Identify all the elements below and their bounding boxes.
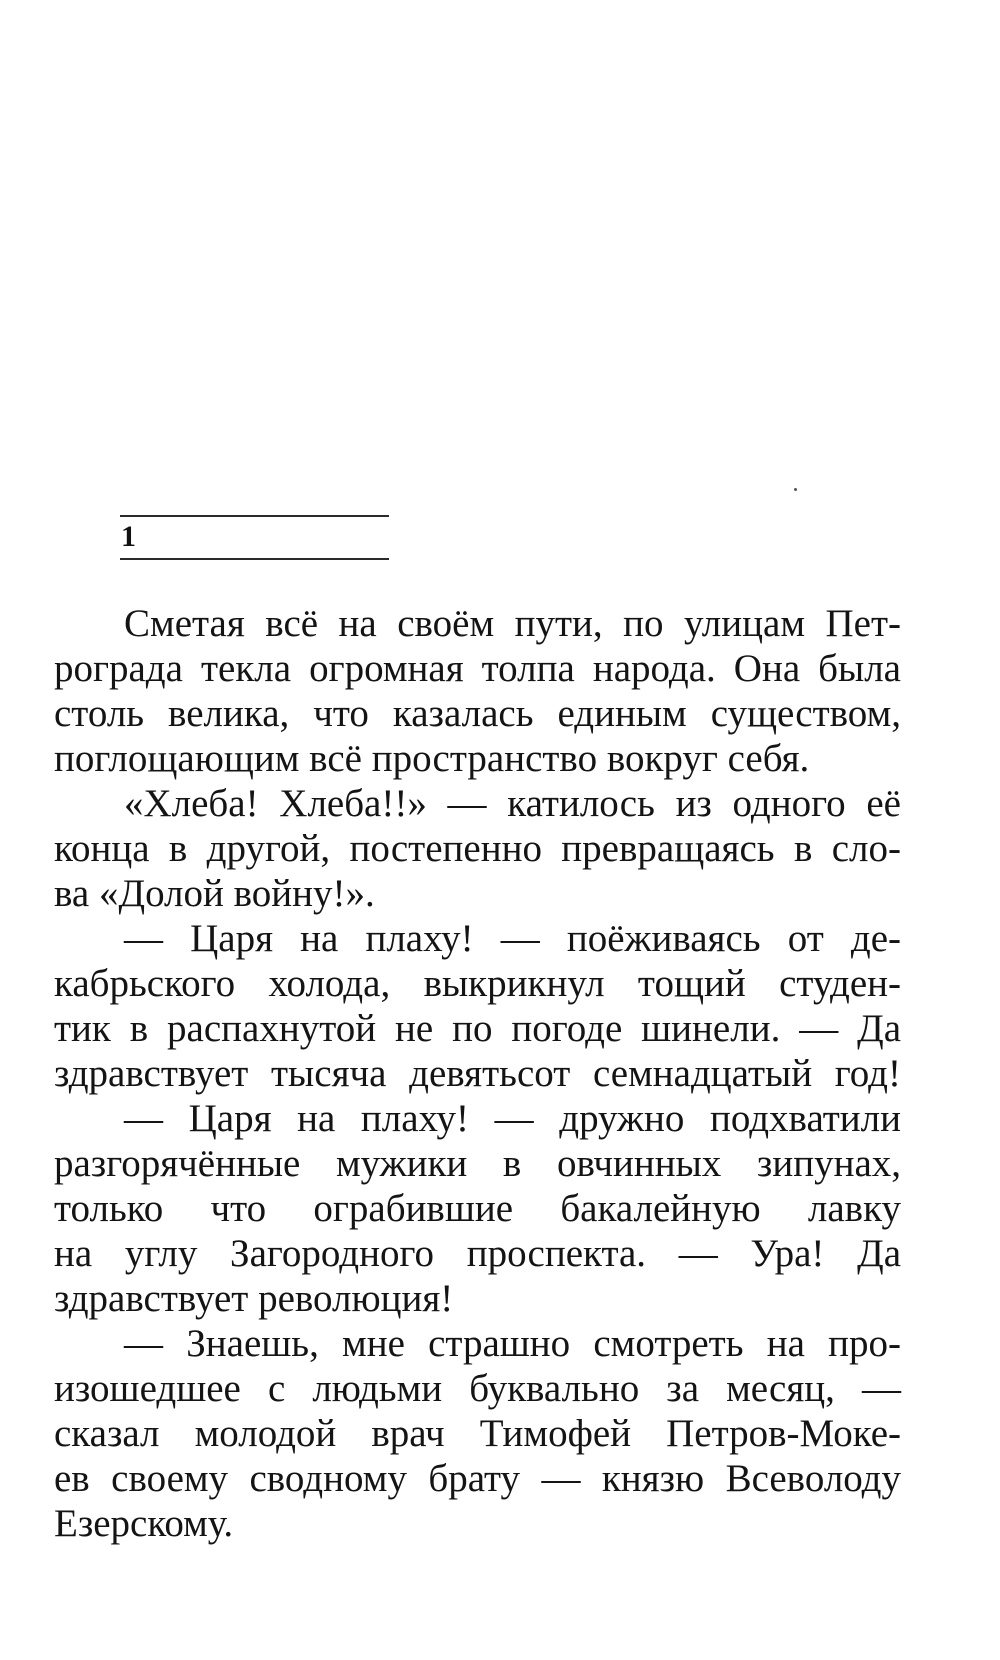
text-line: сказал молодой врач Тимофей Петров-Моке- bbox=[54, 1412, 901, 1455]
text-line: рограда текла огромная толпа народа. Она была bbox=[54, 647, 901, 690]
text-line: ва «Долой войну!». bbox=[54, 872, 375, 915]
chapter-rule-top bbox=[120, 515, 389, 517]
text-line: только что ограбившие бакалейную лавку bbox=[54, 1187, 901, 1230]
text-line: здравствует революция! bbox=[54, 1277, 454, 1320]
text-line: разгорячённые мужики в овчинных зипунах, bbox=[54, 1142, 901, 1185]
text-line: поглощающим всё пространство вокруг себя. bbox=[54, 737, 810, 780]
text-line: Сметая всё на своём пути, по улицам Пет- bbox=[124, 602, 901, 645]
print-speck bbox=[794, 488, 797, 491]
text-line: на углу Загородного проспекта. — Ура! Да bbox=[54, 1232, 901, 1275]
text-line: — Знаешь, мне страшно смотреть на про- bbox=[124, 1322, 901, 1365]
text-line: изошедшее с людьми буквально за месяц, — bbox=[54, 1367, 901, 1410]
chapter-number: 1 bbox=[121, 520, 136, 553]
text-line: — Царя на плаху! — поёживаясь от де- bbox=[124, 917, 901, 960]
text-line: кабрьского холода, выкрикнул тощий студен- bbox=[54, 962, 901, 1005]
text-line: тик в распахнутой не по погоде шинели. — Да bbox=[54, 1007, 901, 1050]
text-line: здравствует тысяча девятьсот семнадцатый год! bbox=[54, 1052, 901, 1095]
text-line: «Хлеба! Хлеба!!» — катилось из одного её bbox=[124, 782, 901, 825]
text-line: столь велика, что казалась единым существом, bbox=[54, 692, 901, 735]
text-line: — Царя на плаху! — дружно подхватили bbox=[124, 1097, 901, 1140]
text-line: Езерскому. bbox=[54, 1502, 234, 1545]
chapter-rule-bottom bbox=[120, 558, 389, 560]
text-line: ев своему сводному брату — князю Всеволоду bbox=[54, 1457, 901, 1500]
text-line: конца в другой, постепенно превращаясь в сло- bbox=[54, 827, 901, 870]
